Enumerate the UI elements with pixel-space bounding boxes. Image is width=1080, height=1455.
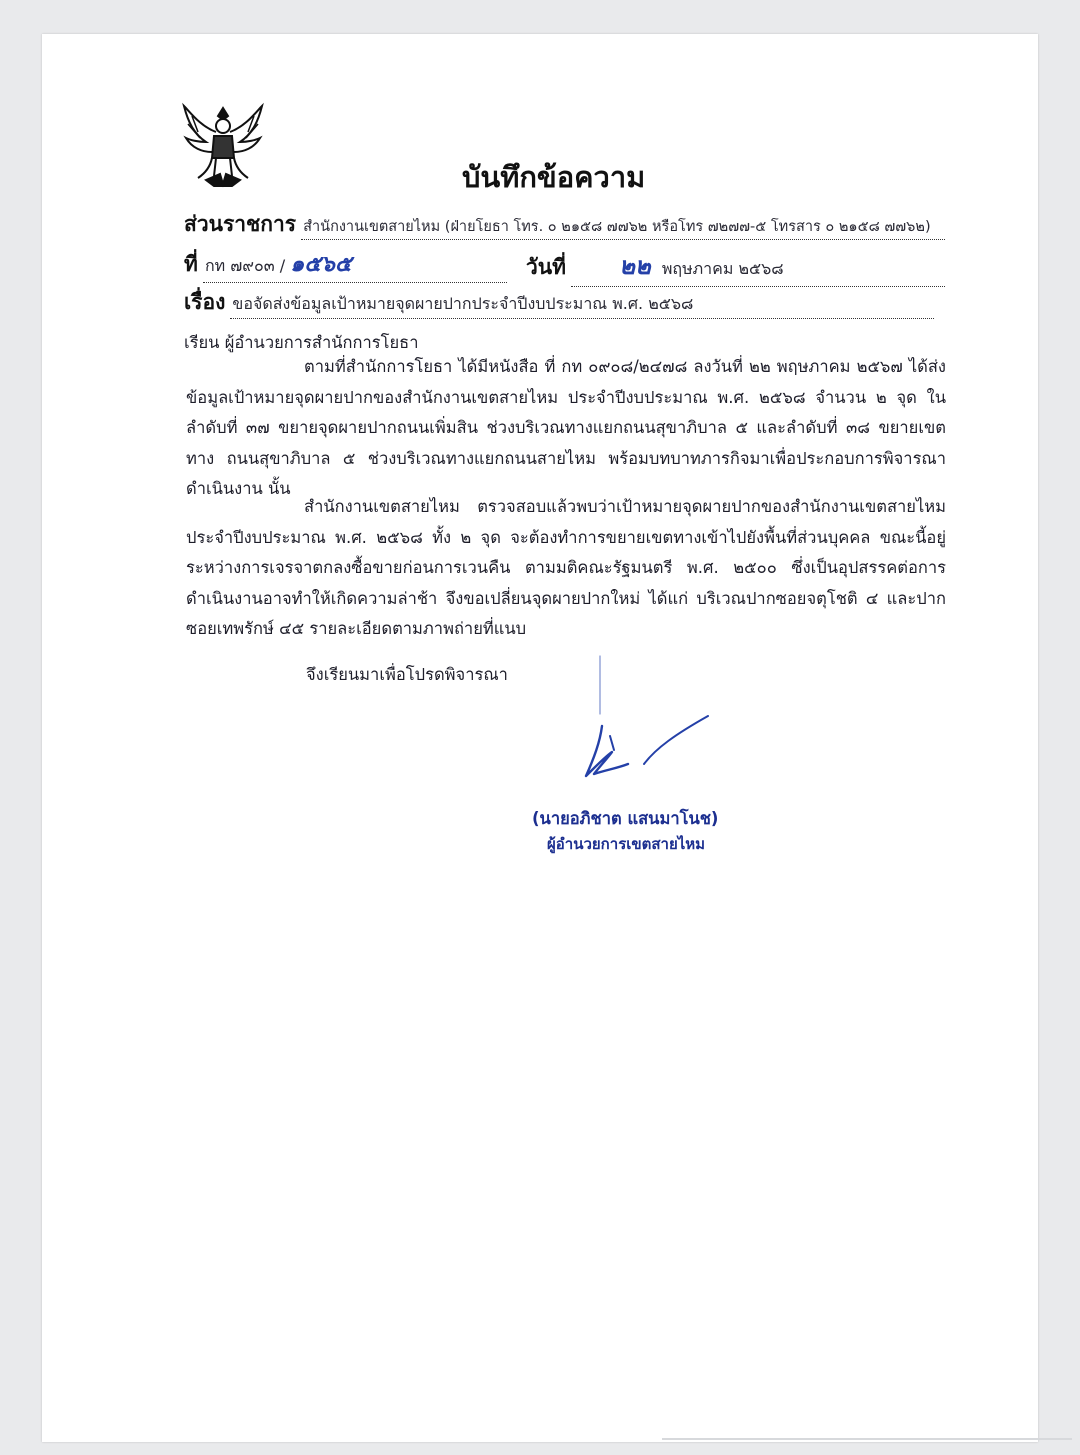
signatory-name: (นายอภิชาต แสนมาโนช) bbox=[532, 809, 719, 828]
page-divider bbox=[662, 1438, 1072, 1440]
date-day-handwritten: ๒๒ bbox=[619, 252, 651, 280]
body-paragraph-2: สำนักงานเขตสายไหม ตรวจสอบแล้วพบว่าเป้าหมายจุดผายปากของสำนักงานเขตสายไหม ประจำปีงบประมาณ พ.ศ. ๒๕๖๘ ทั้ง ๒ จุด จะต้องทำการขยายเขตทางเข้าไปยังพื้นที่ส่วนบุคคล ขณะนี้อยู่ระหว่างการเจรจาตกลงซื้อขายก่อนการเวนคืน ตามมติคณะรัฐมนตรี พ.ศ. ๒๕๐๐ ซึ่งเป็นอุปสรรคต่อการดำเนินงานอาจทำให้เกิดความล่าช้า จึงขอเปลี่ยนจุดผายปากใหม่ ได้แก่ บริเวณปากซอยจตุโชติ ๔ และปากซอยเทพรักษ์ ๔๕ รายละเอียดตามภาพถ่ายที่แนบ bbox=[186, 497, 946, 638]
closing-line: จึงเรียนมาเพื่อโปรดพิจารณา bbox=[306, 665, 508, 684]
agency-value: สำนักงานเขตสายไหม (ฝ่ายโยธา โทร. ๐ ๒๑๕๘ ๗๗๖๒ หรือโทร ๗๒๗๗-๕ โทรสาร ๐ ๒๑๕๘ ๗๗๖๒) bbox=[301, 215, 945, 240]
document-title: บันทึกข้อความ bbox=[462, 160, 646, 194]
agency-line bbox=[184, 208, 945, 241]
date-label: วันที่ bbox=[526, 255, 566, 279]
subject-label: เรื่อง bbox=[184, 290, 226, 314]
reference-value: กท ๗๙๐๓ / bbox=[204, 256, 286, 275]
salutation: เรียน ผู้อำนวยการสำนักการโยธา bbox=[184, 333, 419, 352]
reference-value-wrapper bbox=[203, 246, 507, 283]
subject-line bbox=[184, 286, 934, 319]
signatory-position: ผู้อำนวยการเขตสายไหม bbox=[547, 835, 706, 853]
date-line bbox=[526, 246, 945, 287]
garuda-emblem-icon bbox=[180, 102, 266, 190]
date-value: พฤษภาคม ๒๕๖๘ bbox=[661, 259, 784, 278]
reference-number-handwritten: ๑๕๖๕ bbox=[290, 252, 352, 277]
handwritten-signature bbox=[572, 652, 722, 782]
date-value-wrapper bbox=[571, 246, 945, 287]
reference-label: ที่ bbox=[184, 252, 198, 276]
agency-label: ส่วนราชการ bbox=[184, 212, 297, 236]
reference-line bbox=[184, 246, 507, 283]
subject-value: ขอจัดส่งข้อมูลเป้าหมายจุดผายปากประจำปีงบประมาณ พ.ศ. ๒๕๖๘ bbox=[230, 292, 934, 319]
memo-page bbox=[42, 34, 1038, 1442]
body-paragraph-1: ตามที่สำนักการโยธา ได้มีหนังสือ ที่ กท ๐๙๐๘/๒๔๗๘ ลงวันที่ ๒๒ พฤษภาคม ๒๕๖๗ ได้ส่งข้อมูลเป้าหมายจุดผายปากของสำนักงานเขตสายไหม ประจำปีงบประมาณ พ.ศ. ๒๕๖๘ จำนวน ๒ จุด ในลำดับที่ ๓๗ ขยายจุดผายปากถนนเพิ่มสิน ช่วงบริเวณทางแยกถนนสุขาภิบาล ๕ และลำดับที่ ๓๘ ขยายเขตทาง ถนนสุขาภิบาล ๕ ช่วงบริเวณทางแยกถนนสายไหม พร้อมบทบาทภารกิจมาเพื่อประกอบการพิจารณาดำเนินงาน นั้น bbox=[186, 357, 946, 498]
